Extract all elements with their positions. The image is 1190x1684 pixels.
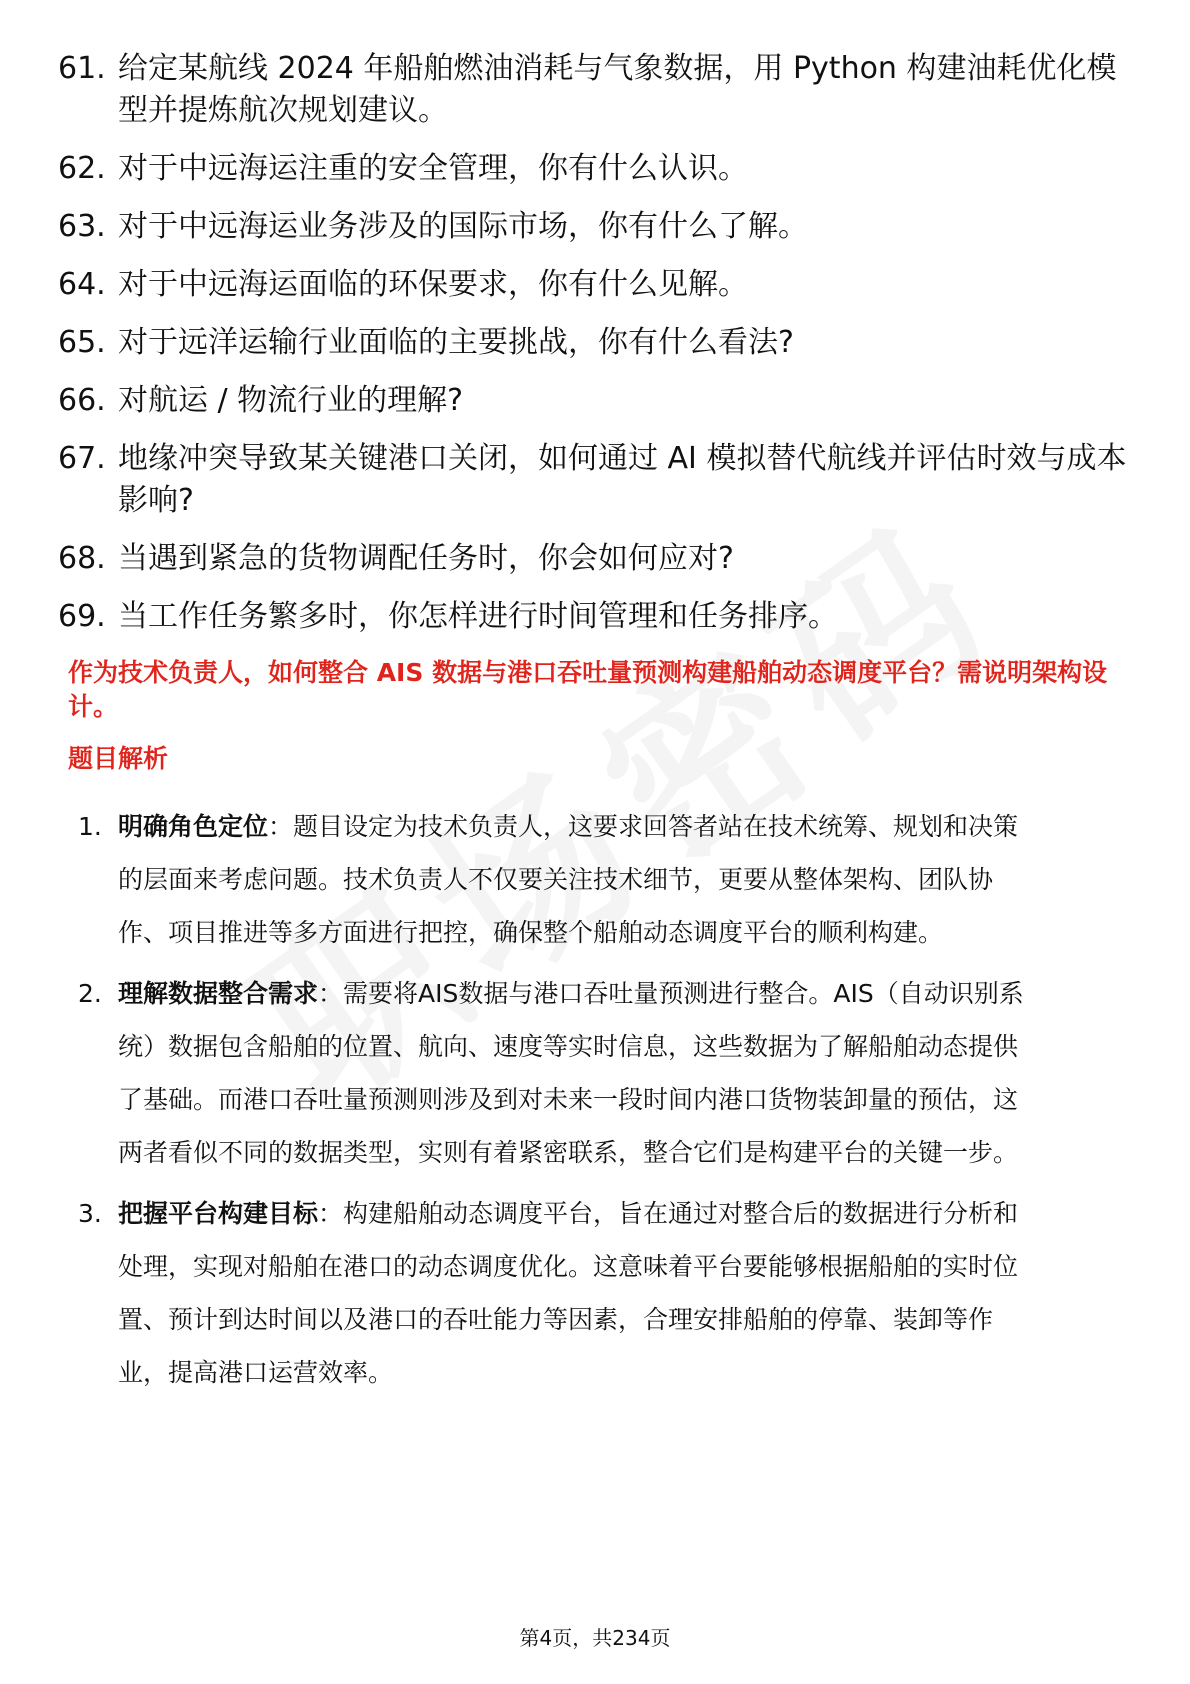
question-number: 63. [58, 209, 106, 244]
question-item [58, 206, 1138, 248]
question-number: 65. [58, 325, 106, 360]
question-text: 当工作任务繁多时，你怎样进行时间管理和任务排序。 [118, 599, 838, 634]
question-item [58, 380, 1138, 422]
question-number: 69. [58, 599, 106, 634]
featured-question: 作为技术负责人，如何整合 AIS 数据与港口吞吐量预测构建船舶动态调度平台？需说明架构设计。 [68, 658, 1108, 721]
analysis-point [78, 1187, 1038, 1399]
question-text: 地缘冲突导致某关键港口关闭，如何通过 AI 模拟替代航线并评估时效与成本影响? [118, 441, 1127, 518]
analysis-body [118, 967, 1038, 1179]
analysis-point [78, 967, 1038, 1179]
analysis-body [118, 800, 1038, 959]
question-list [58, 48, 1138, 654]
analysis-heading: 明确角色定位 [118, 812, 269, 841]
analysis-text: ：构建船舶动态调度平台，旨在通过对整合后的数据进行分析和处理，实现对船舶在港口的动态调度优化。这意味着平台要能够根据船舶的实时位置、预计到达时间以及港口的吞吐能力等因素，合理安排船舶的停靠、装卸等作业，提高港口运营效率。 [118, 1199, 1019, 1387]
question-item [58, 596, 1138, 638]
analysis-heading: 把握平台构建目标 [118, 1199, 319, 1228]
question-number: 68. [58, 541, 106, 576]
question-item [58, 438, 1138, 522]
question-text: 对于中远海运业务涉及的国际市场，你有什么了解。 [118, 209, 808, 244]
question-text: 对于中远海运注重的安全管理，你有什么认识。 [118, 151, 748, 186]
question-text: 给定某航线 2024 年船舶燃油消耗与气象数据，用 Python 构建油耗优化模型并提炼航次规划建议。 [118, 51, 1117, 128]
analysis-text: ：需要将AIS数据与港口吞吐量预测进行整合。AIS（自动识别系统）数据包含船舶的位置、航向、速度等实时信息，这些数据为了解船舶动态提供了基础。而港口吞吐量预测则涉及到对未来一段时间内港口货物装卸量的预估，这两者看似不同的数据类型，实则有着紧密联系，整合它们是构建平台的关键一步。 [118, 979, 1024, 1167]
question-item [58, 538, 1138, 580]
analysis-title: 题目解析 [68, 744, 169, 773]
question-text: 对航运 / 物流行业的理解? [118, 383, 464, 418]
analysis-point [78, 800, 1038, 959]
question-number: 62. [58, 151, 106, 186]
question-text: 对于远洋运输行业面临的主要挑战，你有什么看法? [118, 325, 794, 360]
analysis-heading: 理解数据整合需求 [118, 979, 319, 1008]
analysis-number: 2. [78, 979, 102, 1008]
question-text: 当遇到紧急的货物调配任务时，你会如何应对? [118, 541, 734, 576]
question-number: 67. [58, 441, 106, 476]
question-number: 64. [58, 267, 106, 302]
analysis-list [78, 800, 1038, 1407]
analysis-number: 3. [78, 1199, 102, 1228]
analysis-number: 1. [78, 812, 102, 841]
question-item [58, 322, 1138, 364]
question-number: 66. [58, 383, 106, 418]
analysis-text: ：题目设定为技术负责人，这要求回答者站在技术统筹、规划和决策的层面来考虑问题。技术负责人不仅要关注技术细节，更要从整体架构、团队协作、项目推进等多方面进行把控，确保整个船舶动态调度平台的顺利构建。 [118, 812, 1019, 947]
question-item [58, 48, 1138, 132]
page-footer: 第4页，共234页 [519, 1626, 671, 1650]
question-item [58, 148, 1138, 190]
question-text: 对于中远海运面临的环保要求，你有什么见解。 [118, 267, 748, 302]
analysis-body [118, 1187, 1038, 1399]
question-item [58, 264, 1138, 306]
question-number: 61. [58, 51, 106, 86]
